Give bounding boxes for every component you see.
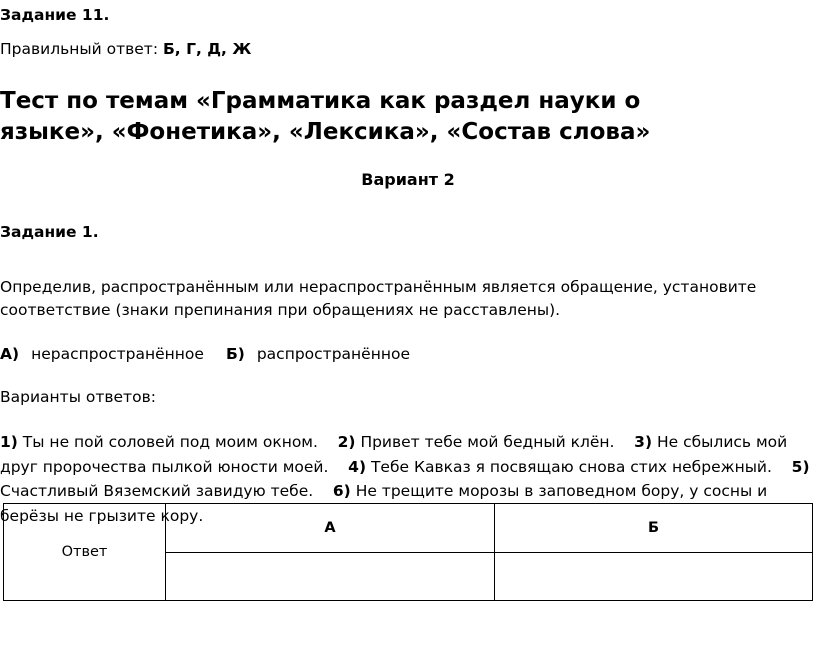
item-text: Не сбылись мой друг пророчества пылкой юности моей. [0, 433, 793, 476]
item-text: Привет тебе мой бедный клён. [355, 433, 635, 451]
item-number: 3) [634, 433, 653, 451]
item-number: 2) [337, 433, 356, 451]
item-number: 5) [791, 457, 810, 476]
test-title: Тест по темам «Грамматика как раздел науки о языке», «Фонетика», «Лексика», «Состав слова» [0, 88, 651, 145]
task-1-label: Задание 1. [0, 223, 99, 241]
item-number: 1) [0, 433, 18, 451]
item-text: Тебе Кавказ я посвящаю снова стих небрежный. [366, 457, 792, 476]
answer-table [3, 503, 813, 601]
answer-row-label: Ответ [4, 504, 166, 601]
column-a-header: А [166, 504, 495, 553]
correct-answer-prefix: Правильный ответ: [0, 40, 163, 58]
item-number: 6) [332, 482, 351, 500]
item-text: Не трещите морозы в заповедном бору, у сосны и берёзы не грызите кору. [0, 482, 773, 525]
item-number: 4) [348, 457, 367, 476]
option-b-text: распространённое [256, 345, 411, 363]
option-b-letter: Б) [225, 345, 245, 363]
task-11-label: Задание 11. [0, 6, 110, 24]
item-text: Ты не пой соловей под моим окном. [17, 433, 338, 451]
item-text: Счастливый Вяземский завидую тебе. [0, 457, 815, 500]
correct-answer-value: Б, Г, Д, Ж [162, 40, 252, 58]
task-instruction: Определив, распространённым или нераспространённым является обращение, установите соответствие (знаки препинания при обращениях не расставлены). [0, 278, 757, 319]
answer-cell-b[interactable] [495, 553, 813, 601]
correct-answer-line [0, 39, 251, 59]
column-b-header: Б [495, 504, 813, 553]
option-list [0, 344, 410, 364]
variants-label: Варианты ответов: [0, 388, 156, 406]
option-a-letter: А) [0, 345, 20, 363]
variant-heading: Вариант 2 [361, 170, 455, 189]
answer-cell-a[interactable] [166, 553, 495, 601]
option-a-text: нераспространённое [31, 345, 204, 363]
